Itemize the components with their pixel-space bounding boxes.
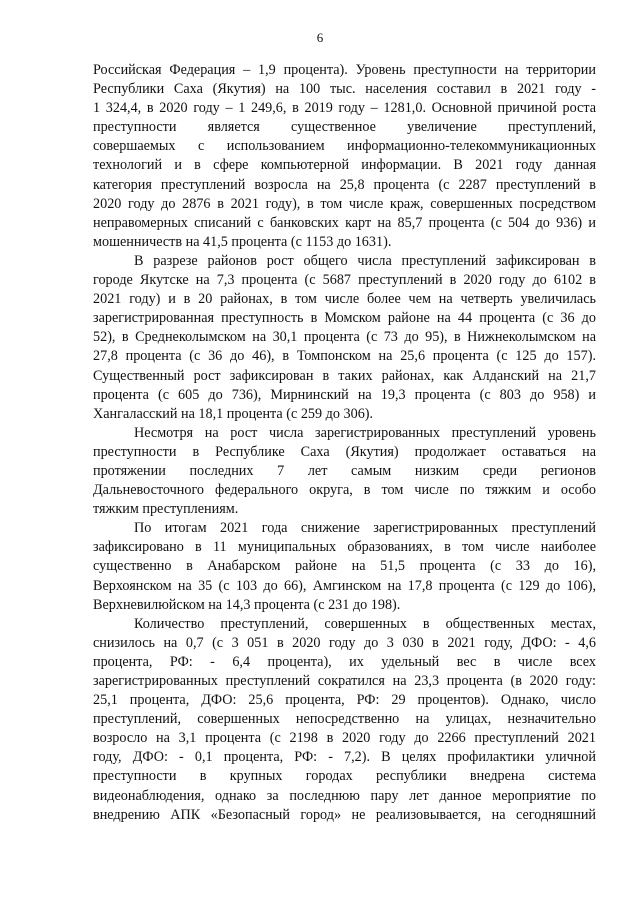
text-line: преступлений, совершенных непосредственно на улицах, незначительно (93, 711, 596, 728)
text-line: процента, РФ: - 6,4 процента), их удельный вес в числе всех (93, 653, 596, 670)
text-line: Несмотря на рост числа зарегистрированных преступлений уровень (134, 424, 596, 441)
text-line: неправомерных списаний с банковских карт на 85,7 процента (с 504 до 936) и (93, 214, 596, 231)
text-line: Республики Саха (Якутия) на 100 тыс. населения составил в 2021 году - (93, 81, 596, 98)
text-line: Хангаласский на 18,1 процента (с 259 до 306). (93, 405, 374, 422)
text-line: процента (с 605 до 736), Мирнинский на 19,3 процента (с 803 до 958) и (93, 386, 596, 403)
text-line: существенно в Анабарском районе на 51,5 процента (с 33 до 16), (93, 558, 596, 575)
text-line: зафиксировано в 11 муниципальных образованиях, в том числе наиболее (93, 539, 596, 556)
text-line: категория преступлений возросла на 25,8 процента (с 2287 преступлений в (93, 176, 596, 193)
text-line: 2020 году до 2876 в 2021 году), в том числе краж, совершенных посредством (93, 195, 596, 212)
text-line: тяжким преступлениям. (93, 501, 239, 518)
text-line: преступности в крупных городах республики внедрена система (93, 768, 596, 785)
paragraph (93, 615, 596, 825)
text-line: 1 324,4, в 2020 году – 1 249,6, в 2019 году – 1281,0. Основной причиной роста (93, 100, 596, 117)
document-body (93, 61, 596, 825)
text-line: совершаемых с использованием информационно-телекоммуникационных (93, 138, 596, 155)
text-line: году, ДФО: - 0,1 процента, РФ: - 7,2). В целях профилактики уличной (93, 749, 596, 766)
paragraph (93, 252, 596, 424)
text-line: Верхоянском на 35 (с 103 до 66), Амгинском на 17,8 процента (с 129 до 106), (93, 577, 596, 594)
text-line: внедрению АПК «Безопасный город» не реализовывается, на сегодняшний (93, 806, 596, 823)
text-line: 2021 году) и в 20 районах, в том числе более чем на четверть увеличилась (93, 291, 596, 308)
text-line: видеонаблюдения, однако за последнюю пару лет данное мероприятие по (93, 787, 596, 804)
text-line: 25,1 процента, ДФО: 25,6 процента, РФ: 29 процентов). Однако, число (93, 692, 596, 709)
text-line: преступности является существенное увеличение преступлений, (93, 119, 596, 136)
text-line: возросло на 3,1 процента (с 2198 в 2020 году до 2266 преступлений 2021 (93, 730, 596, 747)
text-line: технологий и в сфере компьютерной информации. В 2021 году данная (93, 157, 596, 174)
text-line: 27,8 процента (с 36 до 46), в Томпонском на 25,6 процента (с 125 до 157). (93, 348, 596, 365)
paragraph (93, 519, 596, 614)
text-line: мошенничеств на 41,5 процента (с 1153 до 1631). (93, 233, 392, 250)
text-line: 52), в Среднеколымском на 30,1 процента (с 73 до 95), в Нижнеколымском на (93, 329, 596, 346)
text-line: зарегистрированных преступлений сократился на 23,3 процента (в 2020 году: (93, 673, 596, 689)
page-number: 6 (316, 30, 324, 45)
text-line: протяжении последних 7 лет самым низким среди регионов (93, 462, 596, 479)
paragraph (93, 424, 596, 519)
text-line: Количество преступлений, совершенных в общественных местах, (134, 615, 596, 632)
text-line: Существенный рост зафиксирован в таких районах, как Алданский на 21,7 (93, 367, 596, 384)
text-line: По итогам 2021 года снижение зарегистрированных преступлений (134, 520, 596, 537)
text-line: зарегистрированная преступность в Момском районе на 44 процента (с 36 до (93, 310, 596, 327)
text-line: Российская Федерация – 1,9 процента). Уровень преступности на территории (93, 62, 596, 78)
text-line: снизилось на 0,7 (с 3 051 в 2020 году до 3 030 в 2021 году, ДФО: - 4,6 (93, 634, 596, 651)
text-line: городе Якутске на 7,3 процента (с 5687 преступлений в 2020 году до 6102 в (93, 272, 596, 289)
text-line: Верхневилюйском на 14,3 процента (с 231 до 198). (93, 596, 401, 613)
text-line: преступности в Республике Саха (Якутия) продолжает оставаться на (93, 443, 596, 460)
text-line: Дальневосточного федерального округа, в том числе по тяжким и особо (93, 482, 596, 499)
paragraph (93, 61, 596, 252)
text-line: В разрезе районов рост общего числа преступлений зафиксирован в (134, 252, 596, 269)
